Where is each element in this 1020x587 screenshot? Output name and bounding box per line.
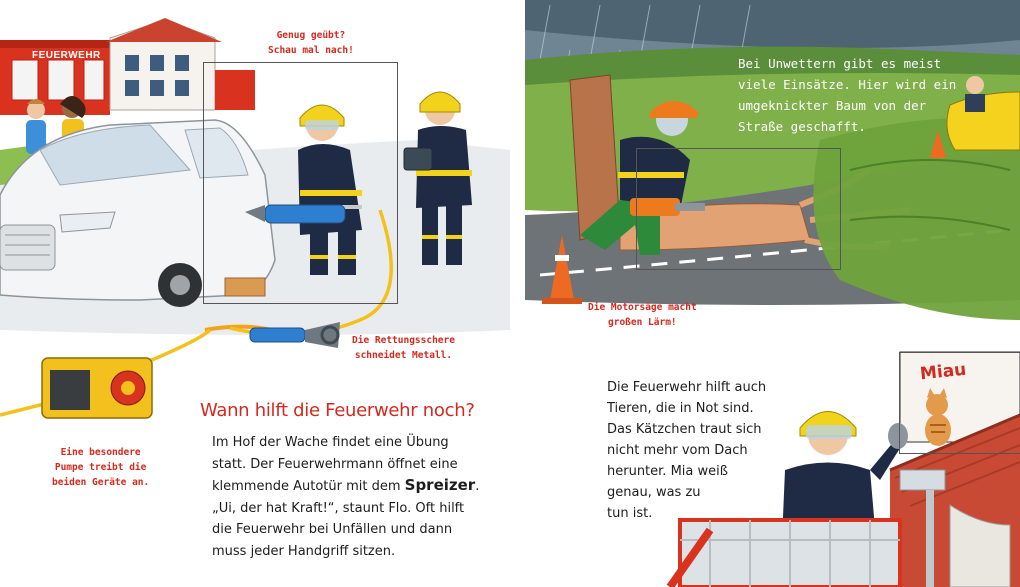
- paragraph-line3-start: klemmende Autotür mit dem: [212, 479, 405, 494]
- caption-scissors: [352, 333, 455, 363]
- storm-line3: umgeknickter Baum von der: [738, 98, 927, 113]
- cat-line7: tun ist.: [607, 506, 653, 521]
- keyword-spreizer: Spreizer: [404, 476, 476, 494]
- cat-sound: Miau: [919, 359, 968, 385]
- paragraph-line2: statt. Der Feuerwehrmann öffnet eine: [212, 456, 458, 472]
- caption-scissors-line1: Die Rettungsschere: [352, 335, 455, 346]
- storm-line2: viele Einsätze. Hier wird ein: [738, 77, 957, 92]
- caption-practice: [268, 28, 354, 58]
- station-sign: FEUERWEHR: [32, 50, 101, 61]
- caption-pump-line1: Eine besondere: [60, 447, 141, 458]
- paragraph-line6: muss jeder Handgriff sitzen.: [212, 543, 396, 559]
- paragraph-line4: „Ui, der hat Kraft!“, staunt Flo. Oft hilft: [212, 500, 465, 516]
- cat-line2: Tieren, die in Not sind.: [607, 401, 754, 416]
- cat-line6: genau, was zu: [607, 485, 701, 500]
- rescue-basket: [670, 520, 900, 587]
- cat-line3: Das Kätzchen traut sich: [607, 422, 762, 437]
- storm-line4: Straße geschafft.: [738, 119, 866, 134]
- cat-line1: Die Feuerwehr hilft auch: [607, 380, 767, 395]
- cat-line5: herunter. Mia weiß: [607, 464, 728, 479]
- storm-line1: Bei Unwettern gibt es meist: [738, 56, 942, 71]
- caption-pump-line3: beiden Geräte an.: [52, 477, 150, 488]
- caption-chainsaw: [588, 300, 697, 330]
- caption-pump-line2: Pumpe treibt die: [54, 462, 147, 473]
- right-page: [510, 0, 1020, 587]
- caption-practice-line1: Genug geübt?: [276, 30, 346, 41]
- paragraph-line3-end: .: [475, 479, 480, 494]
- detail-frame-chainsaw: [636, 148, 841, 270]
- caption-practice-line2: Schau mal nach!: [268, 45, 354, 56]
- cat-paragraph: [607, 377, 766, 524]
- hydraulic-pump: [42, 358, 152, 418]
- caption-pump: [52, 445, 149, 490]
- detail-frame-spacer: [255, 268, 407, 308]
- caption-chainsaw-line2: großen Lärm!: [608, 317, 677, 328]
- paragraph-line3: [212, 475, 479, 498]
- page-heading: Wann hilft die Feuerwehr noch?: [200, 400, 475, 421]
- paragraph-line5: die Feuerwehr bei Unfällen und dann: [212, 522, 453, 537]
- storm-paragraph: [738, 53, 956, 137]
- paragraph-line1: Im Hof der Wache findet eine Übung: [212, 435, 449, 450]
- cat-line4: nicht mehr vom Dach: [607, 443, 748, 458]
- main-paragraph: [212, 432, 479, 562]
- caption-scissors-line2: schneidet Metall.: [354, 350, 453, 361]
- caption-chainsaw-line1: Die Motorsäge macht: [588, 302, 697, 313]
